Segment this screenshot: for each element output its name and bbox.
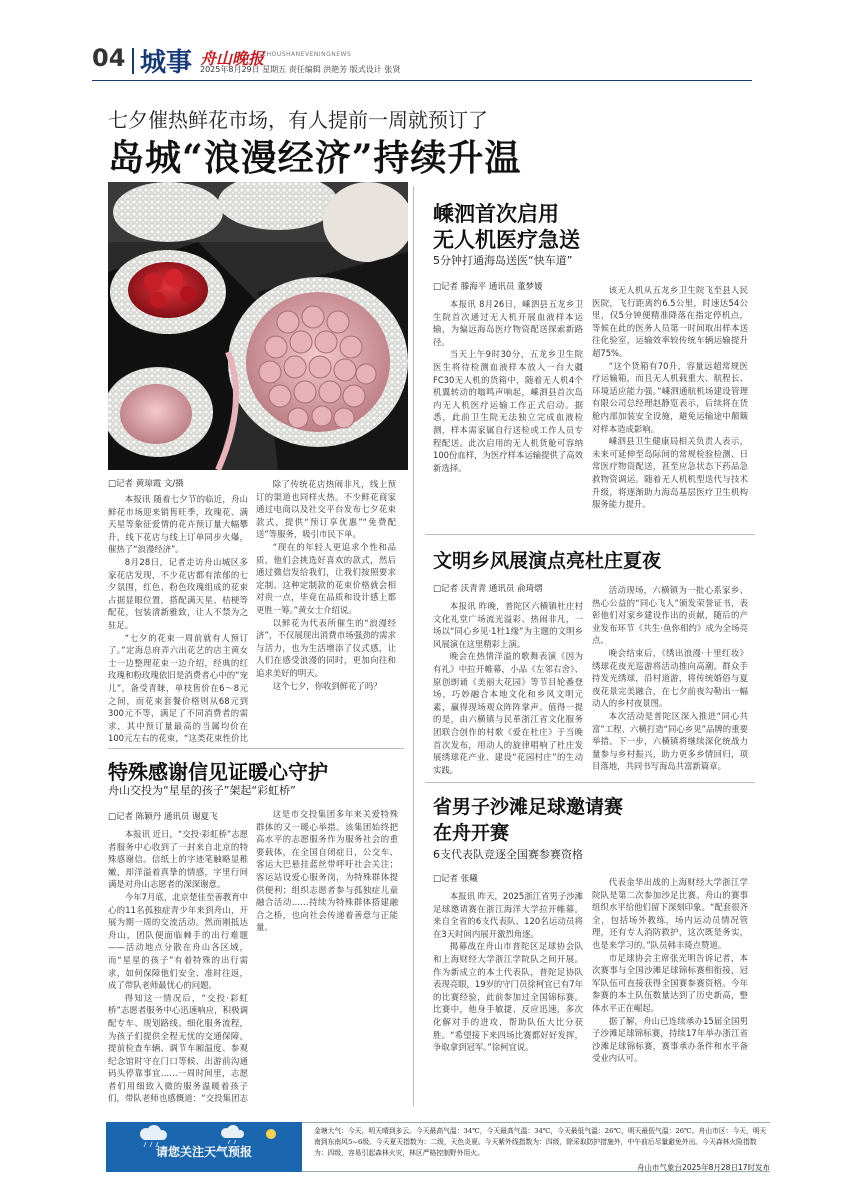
section-divider: [108, 748, 404, 749]
football-paragraph: 市足球协会主席张光明告诉记者，本次赛事与全国沙滩足球锦标赛相衔接，冠军队伍可直接获得全国赛参赛资格。今年参赛的本土队伍数量达到了历史新高，整体水平正在崛起。: [592, 952, 748, 1013]
football-column-1: [433, 890, 583, 1106]
newspaper-logo-en: ZHOUSHANEVENINGNEWS: [262, 51, 352, 58]
newspaper-logo: 舟山晚报: [200, 49, 265, 68]
football-paragraph: 据了解，舟山已连续承办15届全国男子沙滩足球锦标赛，持续17年举办浙江省沙滩足球锦标赛，赛事承办条件和水平备受业内认可。: [592, 1015, 748, 1064]
weather-prompt: 请您关注天气预报: [155, 1145, 252, 1159]
lead-paragraph: 本报讯 随着七夕节的临近，舟山鲜花市场迎来销售旺季，玫瑰花、满天星等象征爱情的花卉预订量大幅攀升，线下花店与线上订单同步火爆，催热了“浪漫经济”。: [108, 494, 248, 555]
drone-paragraph: 该无人机从五龙乡卫生院飞至县人民医院，飞行距离约6.5公里，时速达54公里，仅5分钟便精准降落在指定停机点，等候在此的医务人员第一时间取出样本送往化验室，运输效率较传统车辆运输提升超75%。: [592, 285, 748, 358]
drone-headline-1: 嵊泗首次启用: [433, 201, 559, 226]
culture-column-1: [433, 600, 583, 778]
drone-headline-2: 无人机医疗急送: [433, 227, 580, 252]
weather-forecast: 金塘大气：今天，明天晴到多云。今天最高气温：34℃，今天最高气温：34℃，今天最低气温：26℃，明天最低气温：26℃。舟山市区：今天，明天南到东南风5~6级。今天夏天指数为：二级，天色炎夏。今天紫外线指数为：四级，除采取防护措施外，中午前后尽量避免外出。今天森林火险指数为：四级，容易引起森林火灾，林区严格控制野外用火。: [314, 1127, 767, 1157]
thanks-column-2: [256, 808, 398, 1106]
weather-publisher: 舟山市气象台2025年8月28日17时发布: [637, 1163, 770, 1172]
lead-kicker: 七夕催热鲜花市场，有人提前一周就预订了: [108, 108, 488, 132]
thanks-paragraph: 今年7月底，北京楚佳至善教育中心的11名孤独症青少年来到舟山，开展为期一周的交流活动。然而刚抵达舟山，团队便面临棘手的出行难题——活动地点分散在舟山各区域，而“星星的孩子”有着特殊的出行需求，如何保障他们安全、准时往返，成了带队老师最忧心的问题。: [108, 891, 248, 991]
drone-paragraph: 本报讯 8月26日，嵊泗县五龙乡卫生院首次通过无人机开展血液样本运输，为偏远海岛医疗物资配送探索新路径。: [433, 299, 583, 347]
thanks-paragraph: 本报讯 近日，“交投·彩虹桥”志愿者服务中心收到了一封来自北京的特殊感谢信。信纸上的字迹笔触略显稚嫩，却洋溢着真挚的情感，字里行间满是对舟山志愿者的深深谢意。: [108, 829, 248, 890]
football-headline-2: 在舟开赛: [433, 822, 510, 844]
culture-column-2: [592, 584, 748, 778]
masthead-rule: [92, 80, 752, 81]
section-divider: [425, 534, 755, 535]
football-subhead: 6支代表队竞逐全国赛参赛资格: [433, 848, 583, 861]
section-divider: [425, 782, 755, 783]
lead-column-1: [108, 493, 248, 743]
culture-headline: 文明乡风展演点亮杜庄夏夜: [433, 550, 662, 572]
dateline: 2025年8月29日 星期五 责任编辑 洪艳芳 版式设计 张贤: [200, 65, 401, 74]
football-byline: □记者 张曦: [433, 874, 478, 884]
lead-headline: 岛城“浪漫经济”持续升温: [108, 137, 522, 179]
football-paragraph: 本报讯 昨天，2025浙江省男子沙滩足球邀请赛在浙江海洋大学拉开帷幕。来自全省的6支代表队、120名运动员将在3天时间内展开激烈角逐。: [433, 891, 583, 939]
football-headline-1: 省男子沙滩足球邀请赛: [433, 796, 624, 818]
culture-paragraph: 本次活动是普陀区深入推进“同心共富”工程、六横打造“同心乡见”品牌的重要举措。下一步，六横镇将继续深化统战力量参与乡村振兴，助力更多乡情回归，项目落地，共同书写海岛共富新篇章。: [592, 710, 748, 772]
drone-paragraph: 嵊泗县卫生健康局相关负责人表示，未来可延伸至岛际间的常规检验检测、日常医疗物资配送，甚至应急状态下药品急救物资调运。随着无人机机型迭代与技术升级，将逐渐助力海岛基层医疗卫生机构服务能力提升。: [592, 436, 748, 510]
football-paragraph: 揭幕战在舟山市普陀区足球协会队和上海财经大学浙江学院队之间开展。作为新成立的本土代表队，普陀足协队表现亮眼，19岁的守门员徐柯宜已有7年的比赛经验，此前参加过全国锦标赛。比赛中，他身手敏捷、反应迅速，多次化解对手的进攻，帮助队伍大比分获胜。“希望接下来四场比赛都好好发挥，争取拿到冠军。”徐柯宜说。: [433, 941, 583, 1053]
culture-paragraph: 晚会在热情洋溢的歌舞表演《因为有礼》中拉开帷幕，小品《左邻右舍》、原创朗诵《美丽大花园》等节目轮番登场，巧妙融合本地文化和乡风文明元素，赢得现场观众阵阵掌声。值得一提的是，由六横镇与民革浙江省文化服务团联合创作的村歌《爱在杜庄》于当晚首次发布，用动人的旋律唱响了杜庄发展绣球花产业、建设“花园村庄”的生动实践。: [433, 651, 583, 775]
culture-paragraph: 本报讯 昨晚，普陀区六横镇杜庄村文化礼堂广场流光溢彩、热闹非凡，一场以“同心乡见·1杜1缘”为主题的文明乡风展演在这里精彩上演。: [433, 601, 583, 649]
drone-paragraph: 当天上午9时30分，五龙乡卫生院医生将待检测血液样本放入一台大疆FC30无人机的货箱中，随着无人机4个机翼转动的嗡鸣声响起，嵊泗县首次岛内无人机医疗运输工作正式启动。据悉，此前卫生院无法独立完成血液检测，样本需家属自行送检或工作人员专程配送。此次启用的无人机货舱可容纳100份血样，为医疗样本运输提供了高效新选择。: [433, 349, 583, 473]
section-title: 城事: [140, 48, 193, 78]
thanks-paragraph: 这是市交投集团多年来关爱特殊群体的又一暖心举措。该集团始终把高水平的志愿服务作为服务社会的重要载体，在全国自闭症日，公交车、客运大巴悬挂蓝丝带呼吁社会关注；客运站设爱心服务岗，为特殊群体提供便利；组织志愿者参与孤独症儿童融合活动……持续为特殊群体搭建融合之桥，也向社会传递着善意与正能量。: [256, 809, 398, 933]
drone-column-1: [433, 298, 583, 530]
culture-paragraph: 晚会结束后，《绣出浪漫·十里红妆》绣球花夜光巡游将活动推向高潮。群众手持发光绣球，沿村道游，将传统婚俗与夏夜花景完美融合，在七夕前夜勾勒出一幅动人的乡村夜景图。: [592, 647, 748, 709]
thanks-paragraph: 得知这一情况后，“交投·彩虹桥”志愿者服务中心迅速响应，积极调配专车、规划路线、细化服务流程，为孩子们提供全程无忧的交通保障。提前检查车辆、调节车厢温度、参观纪念馆时守在门口等候、出游前沟通码头停靠事宜……一周时间里，志愿者们用细致入微的服务温暖着孩子们，带队老师也感慨道：“交投集团志: [108, 992, 248, 1104]
lead-paragraph: “现在的年轻人更追求个性和品质，他们会挑选好喜欢的款式，然后通过微信发给我们，让我们按照要求定制。这种定制款的花束价格就会相对贵一点，毕竟在品质和设计感上都更胜一筹。”黄女士介绍说。: [256, 541, 396, 615]
bouquet-photo: [108, 182, 408, 470]
lead-paragraph: 除了传统花店热闹非凡，线上预订的渠道也同样火热。不少鲜花商家通过电商以及社交平台发布七夕花束款式，提供“预订享优惠”“免费配送”等服务，吸引市民下单。: [256, 479, 396, 540]
culture-paragraph: 活动现场，六横镇为一批心系家乡、热心公益的“同心飞人”颁发荣誉证书，表彰他们对家乡建设作出的贡献，随后的产业发布环节《共生·鱼你相约》成为全场亮点。: [592, 585, 748, 646]
column-divider: [413, 186, 414, 1106]
thanks-headline: 特殊感谢信见证暖心守护: [108, 760, 328, 784]
drone-paragraph: “这个货箱有70升，容量远超常规医疗运输箱，而且无人机载重大、航程长、环境适应能力强。”嵊泗通航机场建设管理有限公司总经理赵静览表示，后续将在货舱内部加装安全设施，避免运输途中颠簸对样本造成影响。: [592, 360, 748, 434]
football-paragraph: 代表金华出战的上海财经大学浙江学院队是第二次参加沙足比赛。舟山的赛事组织水平给他们留下深刻印象。“配套很齐全，包括场外教练，场内运动员情况管理，还有专人消防救护，这次既是务实，也是来学习的。”队员韩丰琦点赞道。: [592, 877, 748, 950]
lead-column-2: [256, 478, 396, 743]
drone-subhead: 5分钟打通海岛送医“快车道”: [433, 254, 573, 267]
lead-paragraph: “七夕的花束一周前就有人预订了。”定海总府弄六出花艺的店主黄女士一边整理花束一边介绍，经典的红玫瑰和粉玫瑰依旧是消费者心中的“宠儿”，备受青睐，单枝售价在6～8元之间，而花束套餐价格则从68元到300元不等，满足了不同消费者的需求，其中预订量最高的当属均价在100元左右的花束，“这类花束性价比: [108, 632, 248, 743]
football-column-2: [592, 876, 748, 1106]
thanks-byline: □记者 陈颖丹 通讯员 谢夏飞: [108, 812, 218, 822]
page-number: 04: [92, 44, 126, 72]
thanks-subhead: 舟山交投为“星星的孩子”架起“彩虹桥”: [108, 784, 296, 797]
drone-byline: □记者 滕海平 通讯员 董梦媛: [433, 282, 543, 292]
culture-byline: □记者 沃青青 通讯员 俞琦熠: [433, 584, 543, 594]
thanks-column-1: [108, 828, 248, 1106]
lead-paragraph: 8月28日，记者走访舟山城区多家花店发现，不少花店都有浓郁的七夕氛围，红色、粉色玫瑰组成的花束占据显眼位置，搭配满天星、桔梗等配花，包装清新雅致，让人不禁为之驻足。: [108, 556, 248, 630]
drone-column-2: [592, 284, 748, 530]
lead-paragraph: 这个七夕，你收到鲜花了吗？: [272, 680, 382, 691]
lead-byline: □记者 黄琼霞 文/摄: [108, 479, 184, 489]
masthead-divider: [132, 48, 134, 74]
lead-paragraph: 以鲜花为代表所催生的“浪漫经济”，不仅展现出消费市场强劲的需求与活力，也为生活增添了仪式感，让人们在感受浪漫的同时，更加向往和追求美好的明天。: [256, 617, 396, 678]
